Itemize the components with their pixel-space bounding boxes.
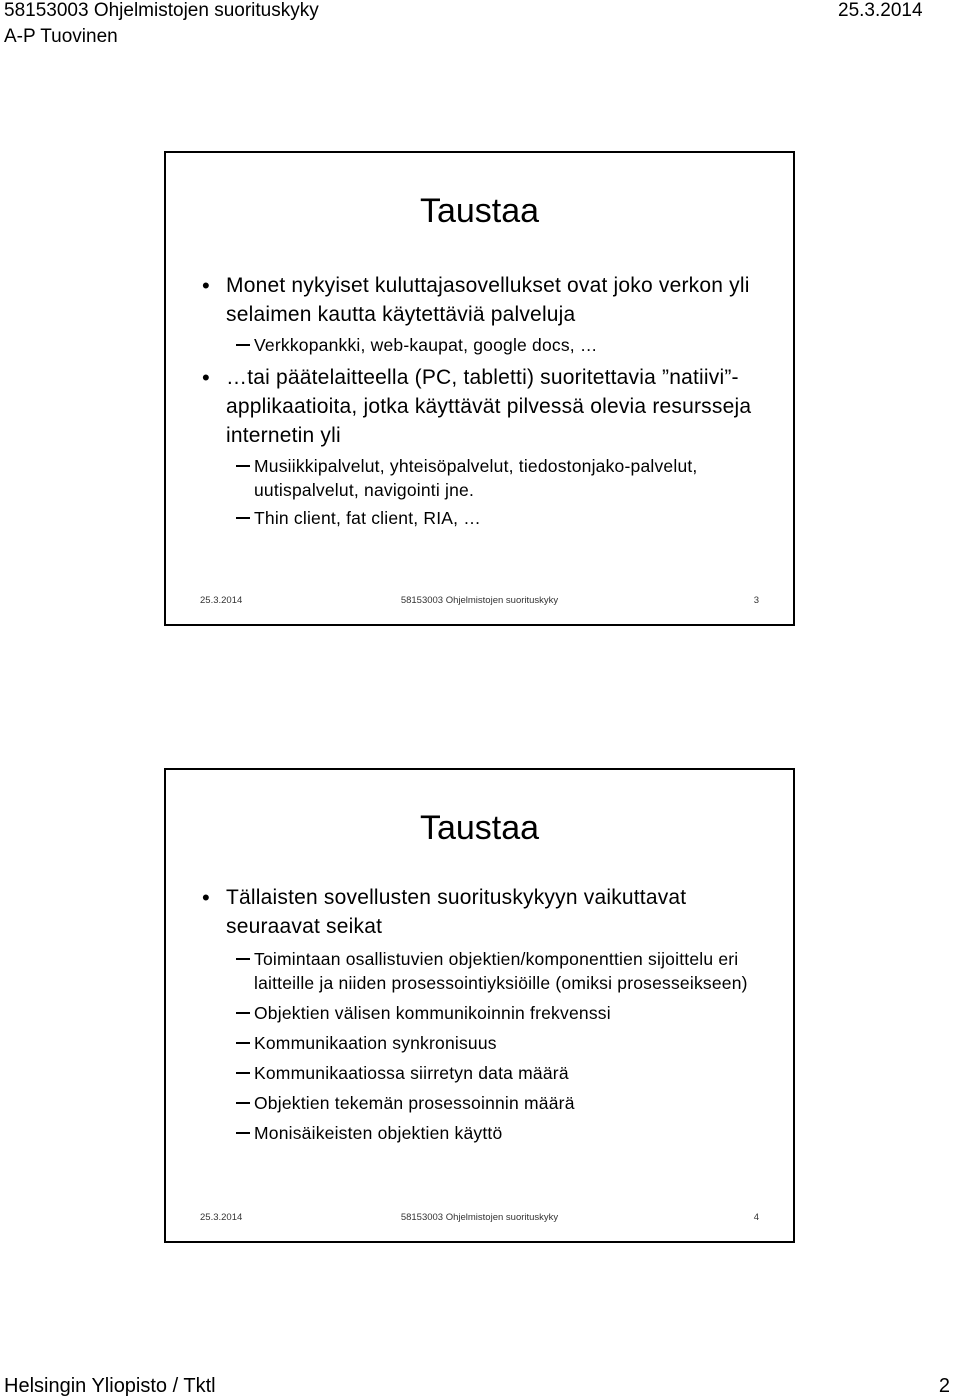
slide-content — [206, 883, 763, 1145]
bullet-item: • …tai päätelaitteella (PC, tabletti) suoritettavia ”natiivi”-applikaatioita, jotka käyttävät pilvessä olevia resursseja internetin yli — [206, 363, 763, 450]
slide-title: Taustaa — [419, 192, 540, 230]
bullet-item: • Tällaisten sovellusten suorituskykyyn vaikuttavat seuraavat seikat — [206, 883, 763, 941]
slide-footer — [200, 595, 759, 609]
sub-bullet-item: Musiikkipalvelut, yhteisöpalvelut, tiedostonjako-palvelut, uutispalvelut, navigointi jne. — [206, 454, 763, 502]
bullet-item: • Monet nykyiset kuluttajasovellukset ovat joko verkon yli selaimen kautta käytettäviä palveluja — [206, 271, 763, 329]
slide-footer-date: 25.3.2014 — [200, 595, 243, 606]
sub-bullet-item: Objektien välisen kommunikoinnin frekvenssi — [206, 1001, 763, 1025]
slide-number: 4 — [753, 1212, 759, 1223]
sub-bullet-item: Toimintaan osallistuvien objektien/komponenttien sijoittelu eri laitteille ja niiden prosessointiyksiöille (omiksi prosesseikseen) — [206, 947, 763, 995]
sub-bullet-item: Kommunikaatiossa siirretyn data määrä — [206, 1061, 763, 1085]
sub-bullet-item: Thin client, fat client, RIA, … — [206, 506, 763, 530]
slide-footer — [200, 1212, 759, 1226]
handout-author: A-P Tuovinen — [4, 26, 118, 47]
handout-page-number: 2 — [938, 1375, 950, 1397]
slide-footer-course: 58153003 Ohjelmistojen suorituskyky — [400, 595, 559, 606]
slide-title: Taustaa — [419, 809, 540, 847]
sub-bullet-item: Objektien tekemän prosessoinnin määrä — [206, 1091, 763, 1115]
handout-course-title: 58153003 Ohjelmistojen suorituskyky — [4, 0, 319, 21]
slide-footer-date: 25.3.2014 — [200, 1212, 243, 1223]
slide-footer-course: 58153003 Ohjelmistojen suorituskyky — [400, 1212, 559, 1223]
slide-3 — [164, 151, 795, 626]
sub-bullet-item: Kommunikaation synkronisuus — [206, 1031, 763, 1055]
slide-number: 3 — [753, 595, 759, 606]
handout-date: 25.3.2014 — [838, 0, 923, 21]
slide-4 — [164, 768, 795, 1243]
slide-content — [206, 271, 763, 530]
handout-organization: Helsingin Yliopisto / Tktl — [4, 1375, 216, 1397]
sub-bullet-item: Verkkopankki, web-kaupat, google docs, … — [206, 333, 763, 357]
sub-bullet-item: Monisäikeisten objektien käyttö — [206, 1121, 763, 1145]
